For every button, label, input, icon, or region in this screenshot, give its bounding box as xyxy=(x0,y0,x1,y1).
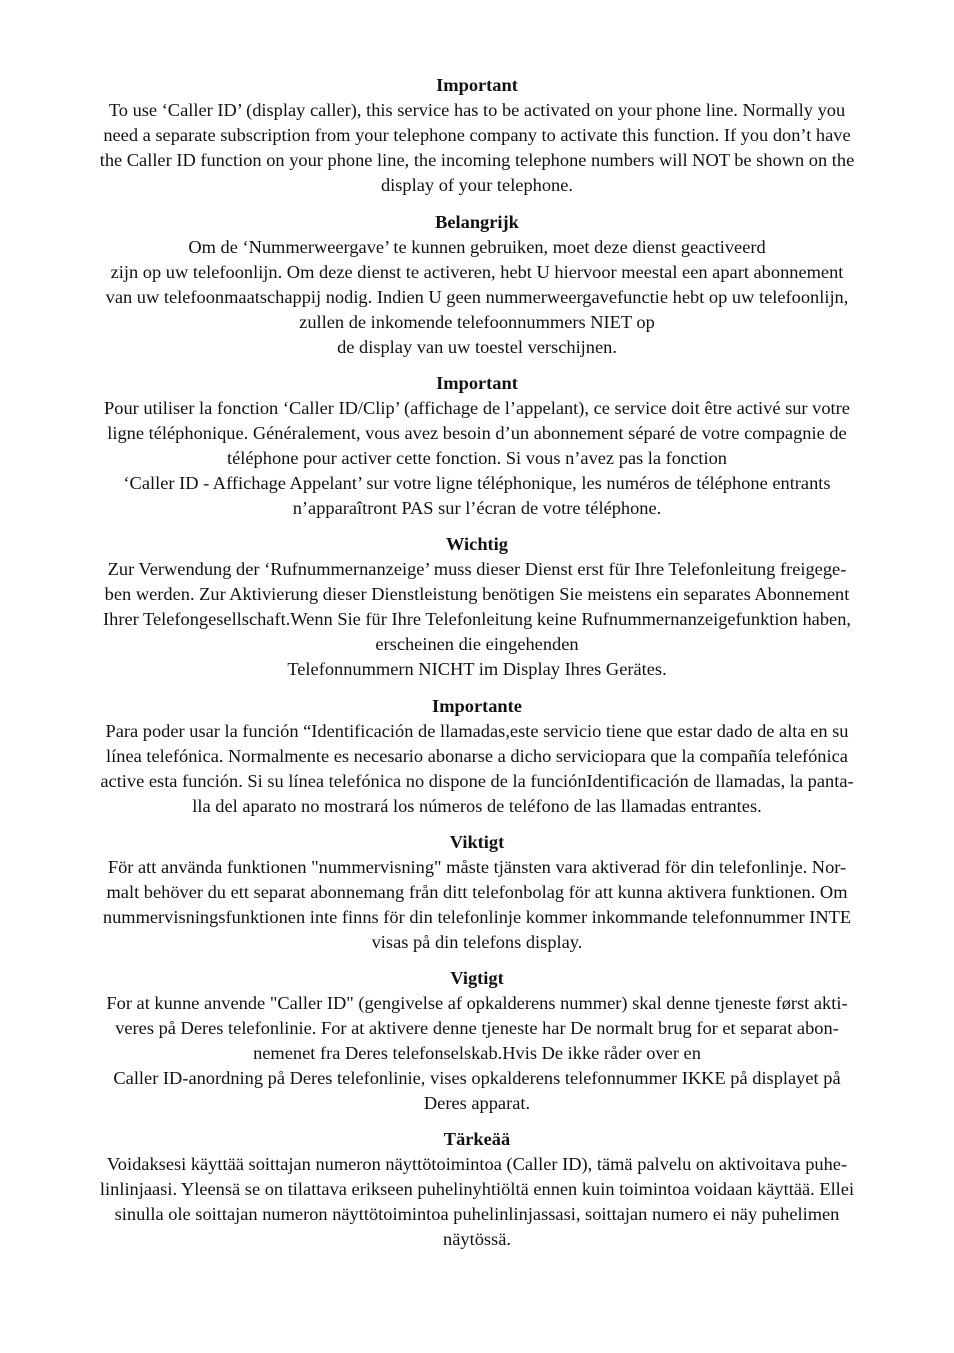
section-dutch xyxy=(55,210,899,360)
paragraph-line: linlinjaasi. Yleensä se on tilattava erikseen puhelinyhtiöltä ennen kuin toimintoa voidaan käyttää. Ellei xyxy=(99,1179,855,1199)
paragraph-line: Deres apparat. xyxy=(423,1093,531,1113)
section-danish xyxy=(55,966,899,1116)
section-heading: Wichtig xyxy=(446,534,508,554)
paragraph-line: Para poder usar la función “Identificación de llamadas,este servicio tiene que estar dado de alta en su xyxy=(105,721,849,741)
paragraph-line: nummervisningsfunktionen inte finns för din telefonlinje kommer inkommande telefonnummer INTE xyxy=(102,907,852,927)
paragraph-line: de display van uw toestel verschijnen. xyxy=(337,337,617,357)
section-swedish xyxy=(55,830,899,955)
section-heading: Important xyxy=(436,75,518,95)
paragraph-line: Zur Verwendung der ‘Rufnummernanzeige’ muss dieser Dienst erst für Ihre Telefonleitung freigege- xyxy=(107,559,847,579)
paragraph-line: näytössä. xyxy=(443,1229,511,1249)
paragraph-line: För att använda funktionen "nummervisning" måste tjänsten vara aktiverad för din telefonlinje. Nor- xyxy=(107,857,847,877)
paragraph-line: lla del aparato no mostrará los números de teléfono de las llamadas entrantes. xyxy=(192,796,762,816)
section-german xyxy=(55,532,899,682)
paragraph-line: malt behöver du ett separat abonnemang från ditt telefonbolag för att kunna aktivera funktionen. Om xyxy=(106,882,848,902)
section-spanish xyxy=(55,694,899,819)
paragraph-line: erscheinen die eingehenden xyxy=(375,634,579,654)
paragraph-line: display of your telephone. xyxy=(380,175,574,195)
paragraph-line: Pour utiliser la fonction ‘Caller ID/Clip’ (affichage de l’appelant), ce service doit être activé sur votre xyxy=(104,398,850,418)
paragraph-line: Ihrer Telefongesellschaft.Wenn Sie für Ihre Telefonleitung keine Rufnummernanzeigefunktion haben, xyxy=(103,609,851,629)
paragraph-line: visas på din telefons display. xyxy=(371,932,583,952)
paragraph-line: To use ‘Caller ID’ (display caller), this service has to be activated on your phone line. Normally you xyxy=(108,100,846,120)
section-heading: Importante xyxy=(432,696,522,716)
paragraph-line: van uw telefoonmaatschappij nodig. Indien U geen nummerweergavefunctie hebt op uw telefoonlijn, xyxy=(105,287,849,307)
paragraph-line: Om de ‘Nummerweergave’ te kunnen gebruiken, moet deze dienst geactiveerd xyxy=(188,237,766,257)
section-heading: Viktigt xyxy=(449,832,505,852)
paragraph-line: téléphone pour activer cette fonction. Si vous n’avez pas la fonction xyxy=(227,448,727,468)
paragraph-line: ligne téléphonique. Généralement, vous avez besoin d’un abonnement séparé de votre compagnie de xyxy=(107,423,847,443)
paragraph-line: veres på Deres telefonlinie. For at aktivere denne tjeneste har De normalt brug for et separat abon- xyxy=(115,1018,839,1038)
paragraph-line: For at kunne anvende "Caller ID" (gengivelse af opkalderens nummer) skal denne tjeneste først akti- xyxy=(106,993,848,1013)
section-english xyxy=(55,73,899,198)
paragraph-line: sinulla ole soittajan numeron näyttötoimintoa puhelinlinjassasi, soittajan numero ei näy puhelimen xyxy=(114,1204,840,1224)
paragraph-line: línea telefónica. Normalmente es necesario abonarse a dicho serviciopara que la compañía telefónica xyxy=(106,746,848,766)
section-heading: Important xyxy=(436,373,518,393)
paragraph-line: n’apparaîtront PAS sur l’écran de votre téléphone. xyxy=(292,498,662,518)
section-finnish xyxy=(55,1127,899,1252)
paragraph-line: the Caller ID function on your phone line, the incoming telephone numbers will NOT be shown on the xyxy=(99,150,855,170)
section-heading: Belangrijk xyxy=(435,212,519,232)
section-heading: Vigtigt xyxy=(450,968,504,988)
section-heading: Tärkeää xyxy=(443,1129,511,1149)
paragraph-line: Caller ID-anordning på Deres telefonlinie, vises opkalderens telefonnummer IKKE på displayet på xyxy=(113,1068,841,1088)
paragraph-line: Telefonnummern NICHT im Display Ihres Gerätes. xyxy=(287,659,667,679)
section-french xyxy=(55,371,899,521)
paragraph-line: ben werden. Zur Aktivierung dieser Dienstleistung benötigen Sie meistens ein separates Abonnement xyxy=(104,584,850,604)
paragraph-line: zijn op uw telefoonlijn. Om deze dienst te activeren, hebt U hiervoor meestal een apart abonnement xyxy=(110,262,844,282)
paragraph-line: nemenet fra Deres telefonselskab.Hvis De ikke råder over en xyxy=(253,1043,701,1063)
paragraph-line: need a separate subscription from your telephone company to activate this function. If you don’t have xyxy=(103,125,851,145)
paragraph-line: ‘Caller ID - Affichage Appelant’ sur votre ligne téléphonique, les numéros de téléphone entrants xyxy=(123,473,831,493)
paragraph-line: zullen de inkomende telefoonnummers NIET op xyxy=(299,312,655,332)
paragraph-line: Voidaksesi käyttää soittajan numeron näyttötoimintoa (Caller ID), tämä palvelu on aktivoitava puhe- xyxy=(106,1154,848,1174)
paragraph-line: active esta función. Si su línea telefónica no dispone de la funciónIdentificación de llamadas, la panta- xyxy=(100,771,854,791)
